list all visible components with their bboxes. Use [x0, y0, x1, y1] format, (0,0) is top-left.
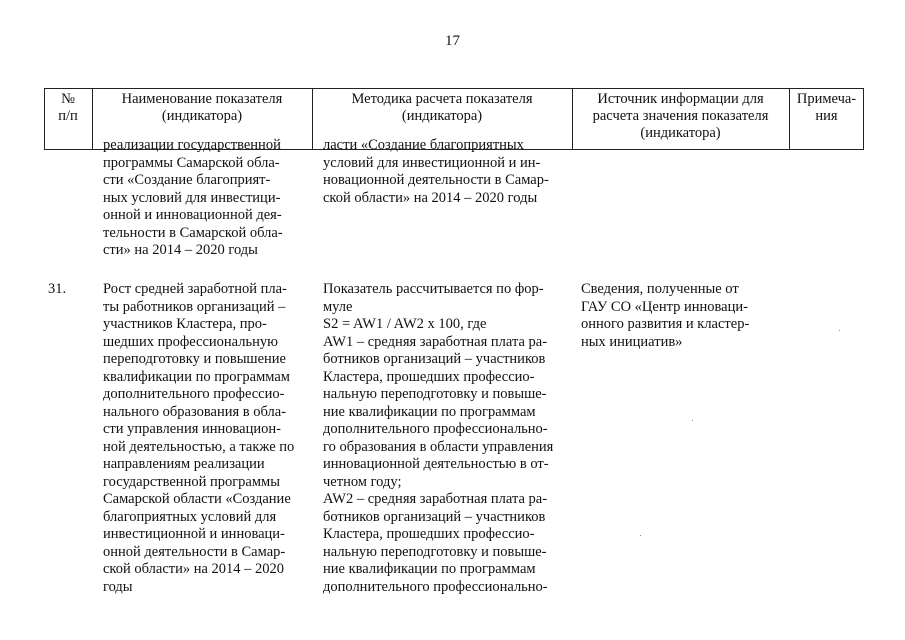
header-notes: [789, 89, 864, 149]
header-information-source: [572, 89, 789, 149]
text-line: ботников организаций – участников: [323, 351, 546, 367]
text-line: ботников организаций – участников: [323, 508, 546, 525]
header-line: Методика расчета показателя: [351, 91, 533, 107]
text-line: дополнительного профессионально-: [323, 421, 548, 437]
header-line: п/п: [58, 108, 78, 124]
scan-speck: [640, 535, 641, 536]
text-line: условий для инвестиционной и ин-: [323, 154, 541, 171]
text-line: нальную переподготовку и повыше-: [323, 543, 547, 560]
row-indicator-name: [103, 281, 294, 596]
header-line: ния: [815, 108, 838, 124]
text-line: Кластера, прошедших профессио-: [323, 368, 535, 385]
text-line: сти управления инновацион-: [103, 421, 281, 437]
text-line: инновационной деятельностью в от-: [323, 456, 549, 472]
header-line: №: [61, 91, 75, 107]
text-line: переподготовку и повышение: [103, 351, 286, 367]
text-line: ласти «Создание благоприятных: [323, 137, 524, 153]
text-line: Самарской области «Создание: [103, 491, 291, 507]
header-line: (индикатора): [401, 108, 483, 124]
scan-speck: [692, 420, 693, 421]
scan-speck: [839, 330, 840, 331]
text-line: ты работников организаций –: [103, 298, 286, 315]
text-line: реализации государственной: [103, 137, 281, 153]
text-line: нального образования в обла-: [103, 403, 286, 420]
header-line: (индикатора): [161, 108, 243, 124]
page-number: 17: [445, 33, 460, 49]
text-line: ской области» на 2014 – 2020: [103, 561, 285, 577]
text-line: сти «Создание благоприят-: [103, 172, 271, 188]
text-line: государственной программы: [103, 473, 280, 490]
text-line: дополнительного профессио-: [103, 386, 285, 402]
text-line: го образования в области управления: [323, 438, 554, 455]
text-line: участников Кластера, про-: [103, 316, 267, 332]
continuation-indicator-name: [103, 137, 283, 260]
text-line: ние квалификации по программам: [323, 561, 536, 577]
header-line: Источник информации для: [597, 91, 764, 107]
row-information-source: [581, 281, 749, 351]
text-line: нальную переподготовку и повыше-: [323, 386, 547, 402]
text-line: муле: [323, 298, 353, 315]
text-line: онной деятельности в Самар-: [103, 543, 286, 560]
text-line: онного развития и кластер-: [581, 316, 750, 332]
header-number: [44, 89, 92, 149]
text-line: ГАУ СО «Центр инноваци-: [581, 298, 748, 315]
continuation-calculation-method: [323, 137, 549, 207]
text-line: Показатель рассчитывается по фор-: [323, 281, 544, 297]
header-line: расчета значения показателя: [592, 108, 769, 124]
row-calculation-method: [323, 281, 553, 596]
text-line: ской области» на 2014 – 2020 годы: [323, 189, 538, 206]
text-line: направлениям реализации: [103, 456, 265, 472]
text-line: Рост средней заработной пла-: [103, 281, 287, 297]
text-line: Сведения, полученные от: [581, 281, 739, 297]
header-line: (индикатора): [640, 125, 721, 141]
text-line: квалификации по программам: [103, 368, 290, 385]
text-line: AW2 – средняя заработная плата ра-: [323, 491, 548, 507]
text-line: онной и инновационной дея-: [103, 207, 282, 223]
header-line: Наименование показателя: [121, 91, 283, 107]
text-line: Кластера, прошедших профессио-: [323, 526, 535, 542]
header-line: Примеча-: [796, 91, 857, 107]
text-line: тельности в Самарской обла-: [103, 224, 283, 241]
text-line: ных условий для инвестици-: [103, 189, 281, 206]
text-line: ных инициатив»: [581, 333, 683, 350]
text-line: ной деятельностью, а также по: [103, 438, 295, 455]
text-line: AW1 – средняя заработная плата ра-: [323, 333, 548, 350]
text-line: сти» на 2014 – 2020 годы: [103, 242, 258, 258]
text-line: инвестиционной и инноваци-: [103, 526, 285, 542]
text-line: программы Самарской обла-: [103, 154, 280, 171]
text-line: дополнительного профессионально-: [323, 578, 548, 595]
text-line: шедших профессиональную: [103, 333, 278, 350]
text-line: благоприятных условий для: [103, 508, 277, 525]
text-line: четном году;: [323, 473, 402, 490]
indicator-table: [44, 88, 864, 595]
text-line: ние квалификации по программам: [323, 403, 536, 420]
row-number: 31.: [48, 281, 67, 297]
text-line: годы: [103, 578, 133, 595]
text-line: новационной деятельности в Самар-: [323, 172, 549, 188]
text-line: S2 = AW1 / AW2 x 100, где: [323, 316, 487, 332]
